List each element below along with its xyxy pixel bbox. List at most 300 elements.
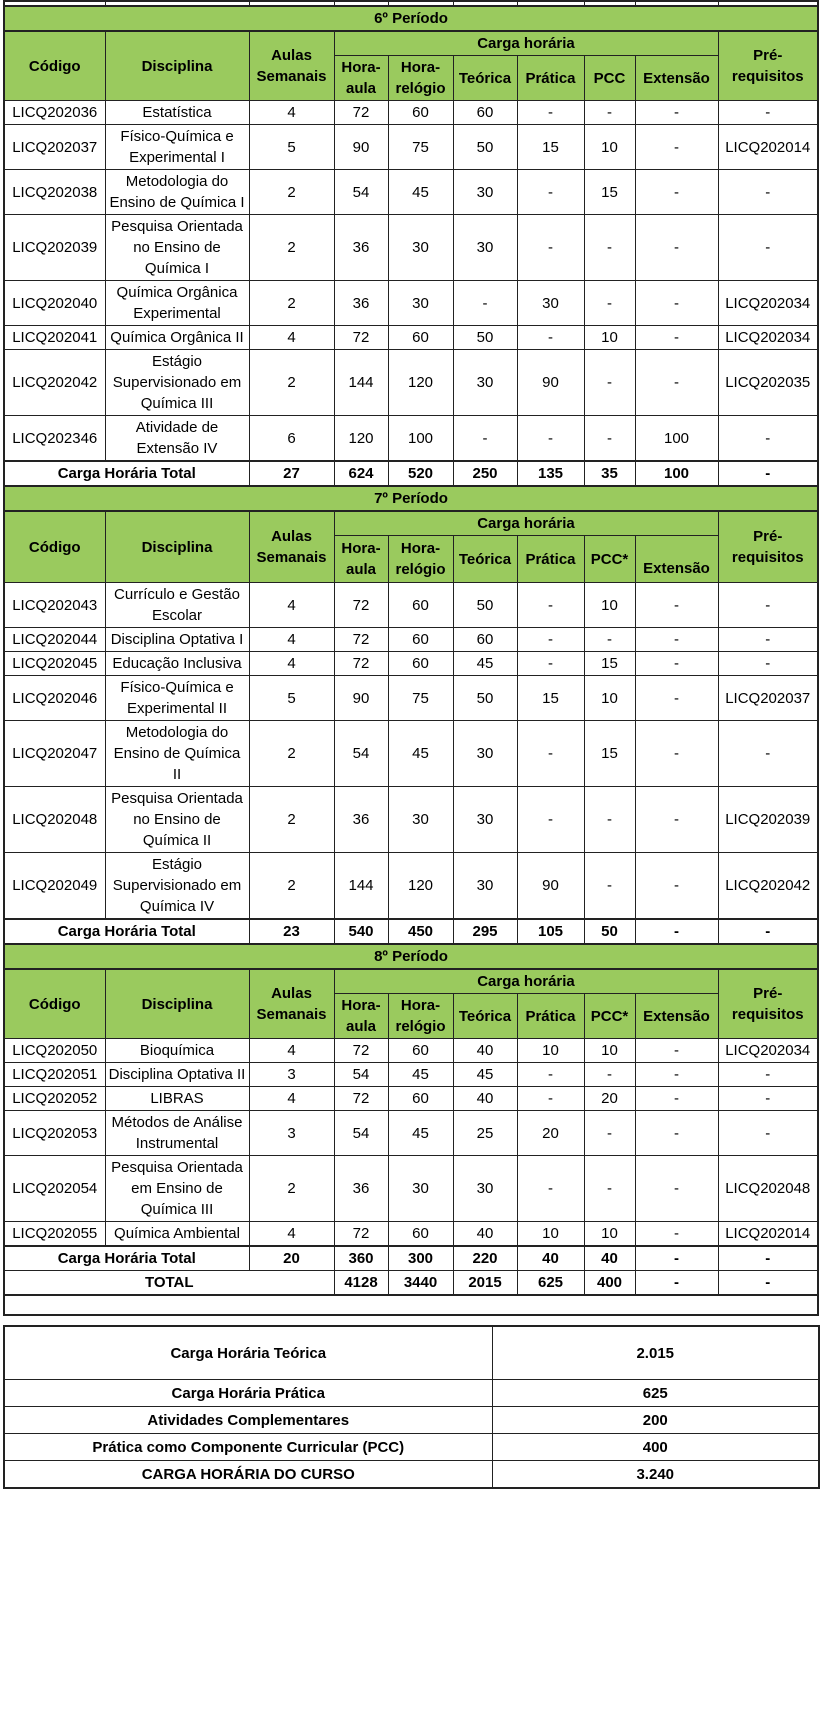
course-code: LICQ202040 [4,281,105,326]
course-hours-value: - [584,1063,635,1087]
course-hours-value: 36 [334,787,388,853]
col-header-aulas-semanais: Aulas Semanais [249,969,334,1039]
course-hours-value: 4 [249,583,334,628]
period-total-value: - [718,919,818,944]
course-hours-value: - [584,1156,635,1222]
course-hours-value: 30 [453,787,517,853]
course-hours-value: 72 [334,101,388,125]
course-hours-value: 75 [388,676,453,721]
course-hours-value: 4 [249,1087,334,1111]
course-hours-value: 3 [249,1111,334,1156]
grand-total-value: 3440 [388,1271,453,1296]
summary-value: 200 [492,1407,819,1434]
course-hours-value: - [517,1063,584,1087]
course-hours-value: - [635,1111,718,1156]
course-hours-value: 100 [635,416,718,462]
course-hours-value: - [517,215,584,281]
course-name: Metodologia do Ensino de Química II [105,721,249,787]
course-name: Bioquímica [105,1039,249,1063]
course-hours-value: 45 [388,721,453,787]
course-hours-value: 10 [517,1222,584,1247]
course-name: LIBRAS [105,1087,249,1111]
course-hours-value: - [584,1111,635,1156]
col-header-carga-horaria: Carga horária [334,511,718,536]
col-header-pre-requisitos: Pré-requisitos [718,969,818,1039]
grand-total-value: 400 [584,1271,635,1296]
col-subheader-1: Hora-relógio [388,994,453,1039]
course-hours-value: 72 [334,583,388,628]
course-prerequisite: - [718,628,818,652]
summary-row [4,1326,819,1380]
course-hours-value: - [584,628,635,652]
course-hours-value: 10 [584,326,635,350]
period-title: 6º Período [4,6,818,31]
course-name: Química Ambiental [105,1222,249,1247]
course-name: Estágio Supervisionado em Química III [105,350,249,416]
course-hours-value: 72 [334,1039,388,1063]
col-subheader-4: PCC [584,56,635,101]
course-hours-value: 50 [453,125,517,170]
course-code: LICQ202046 [4,676,105,721]
course-hours-value: 2 [249,853,334,920]
course-name: Pesquisa Orientada no Ensino de Química II [105,787,249,853]
course-name: Metodologia do Ensino de Química I [105,170,249,215]
course-hours-value: 30 [388,215,453,281]
col-subheader-3: Prática [517,56,584,101]
course-hours-value: - [453,281,517,326]
period-total-value: 220 [453,1246,517,1271]
course-prerequisite: LICQ202039 [718,787,818,853]
course-hours-value: 60 [453,101,517,125]
course-hours-value: 90 [334,125,388,170]
course-prerequisite: - [718,170,818,215]
course-hours-value: - [635,215,718,281]
course-prerequisite: LICQ202042 [718,853,818,920]
course-hours-value: 45 [453,1063,517,1087]
col-header-aulas-semanais: Aulas Semanais [249,511,334,583]
col-subheader-2: Teórica [453,56,517,101]
course-hours-value: 144 [334,350,388,416]
course-prerequisite: LICQ202014 [718,125,818,170]
course-prerequisite: - [718,215,818,281]
course-hours-value: 30 [453,350,517,416]
course-hours-value: - [635,170,718,215]
course-hours-value: 2 [249,281,334,326]
period-total-value: - [635,919,718,944]
course-name: Físico-Química e Experimental I [105,125,249,170]
course-hours-value: 5 [249,125,334,170]
course-hours-value: 30 [453,721,517,787]
course-hours-value: 10 [584,1222,635,1247]
course-code: LICQ202038 [4,170,105,215]
col-header-codigo: Código [4,511,105,583]
grand-total-value: - [635,1271,718,1296]
course-hours-value: 36 [334,215,388,281]
period-total-value: 23 [249,919,334,944]
col-subheader-0: Hora-aula [334,56,388,101]
col-subheader-2: Teórica [453,536,517,583]
course-code: LICQ202049 [4,853,105,920]
course-hours-value: 30 [453,215,517,281]
course-hours-value: 30 [388,1156,453,1222]
grand-total-value: - [718,1271,818,1296]
course-hours-value: 25 [453,1111,517,1156]
course-hours-value: 54 [334,1063,388,1087]
period-total-value: 450 [388,919,453,944]
course-hours-value: 2 [249,215,334,281]
col-subheader-4: PCC* [584,994,635,1039]
col-subheader-1: Hora-relógio [388,56,453,101]
course-hours-value: 4 [249,628,334,652]
course-hours-value: 15 [517,676,584,721]
period-total-value: 105 [517,919,584,944]
course-hours-value: 4 [249,1039,334,1063]
summary-value: 400 [492,1434,819,1461]
course-hours-value: 30 [388,281,453,326]
course-hours-value: - [635,676,718,721]
course-hours-value: 4 [249,1222,334,1247]
course-hours-value: 90 [517,853,584,920]
course-prerequisite: - [718,1063,818,1087]
course-hours-value: - [635,853,718,920]
summary-label: Carga Horária Teórica [4,1326,492,1380]
course-hours-value: - [635,1222,718,1247]
grand-total-value: 625 [517,1271,584,1296]
course-hours-value: - [635,350,718,416]
course-hours-value: - [584,101,635,125]
course-hours-value: - [453,416,517,462]
course-hours-value: - [584,787,635,853]
period-total-label: Carga Horária Total [4,1246,249,1271]
course-hours-value: 54 [334,721,388,787]
course-hours-value: - [517,416,584,462]
empty-spacer-row [4,1295,818,1315]
course-hours-value: 90 [334,676,388,721]
course-name: Estatística [105,101,249,125]
course-prerequisite: LICQ202048 [718,1156,818,1222]
period-total-value: 135 [517,461,584,486]
course-hours-value: - [584,281,635,326]
course-prerequisite: - [718,1111,818,1156]
col-header-carga-horaria: Carga horária [334,969,718,994]
course-hours-value: 30 [388,787,453,853]
period-total-value: 540 [334,919,388,944]
course-hours-value: 40 [453,1039,517,1063]
course-name: Currículo e Gestão Escolar [105,583,249,628]
course-hours-value: 10 [517,1039,584,1063]
course-name: Química Orgânica Experimental [105,281,249,326]
period-total-value: 100 [635,461,718,486]
course-hours-value: 30 [453,170,517,215]
course-hours-value: 3 [249,1063,334,1087]
course-hours-value: 50 [453,676,517,721]
course-hours-value: - [517,583,584,628]
course-hours-value: 5 [249,676,334,721]
course-hours-value: 75 [388,125,453,170]
course-hours-value: 10 [584,676,635,721]
course-hours-value: - [584,416,635,462]
course-hours-value: - [584,215,635,281]
period-title: 7º Período [4,486,818,511]
grand-total-value: 4128 [334,1271,388,1296]
course-hours-value: 72 [334,1222,388,1247]
grand-total-label: TOTAL [4,1271,334,1296]
course-code: LICQ202043 [4,583,105,628]
course-hours-value: - [517,101,584,125]
course-hours-value: 45 [388,1111,453,1156]
period-title: 8º Período [4,944,818,969]
period-total-value: 40 [517,1246,584,1271]
course-hours-value: 50 [453,326,517,350]
period-total-label: Carga Horária Total [4,919,249,944]
course-prerequisite: - [718,101,818,125]
course-hours-value: - [517,1156,584,1222]
course-hours-value: 60 [388,1039,453,1063]
course-prerequisite: LICQ202034 [718,1039,818,1063]
course-name: Disciplina Optativa I [105,628,249,652]
summary-label: Atividades Complementares [4,1407,492,1434]
period-total-value: 520 [388,461,453,486]
course-hours-value: 2 [249,721,334,787]
col-subheader-5: Extensão [635,56,718,101]
course-prerequisite: - [718,583,818,628]
course-hours-value: 60 [388,1222,453,1247]
period-total-value: 35 [584,461,635,486]
course-hours-value: 72 [334,628,388,652]
period-total-value: 27 [249,461,334,486]
course-name: Química Orgânica II [105,326,249,350]
col-header-disciplina: Disciplina [105,511,249,583]
summary-row [4,1461,819,1489]
col-subheader-2: Teórica [453,994,517,1039]
course-hours-value: 60 [388,101,453,125]
course-hours-value: 60 [388,628,453,652]
period-total-value: - [718,1246,818,1271]
course-prerequisite: - [718,1087,818,1111]
course-hours-value: - [635,101,718,125]
grand-total-value: 2015 [453,1271,517,1296]
course-hours-value: - [635,721,718,787]
period-total-value: 50 [584,919,635,944]
period-total-value: 20 [249,1246,334,1271]
period-total-value: - [635,1246,718,1271]
summary-label: Prática como Componente Curricular (PCC) [4,1434,492,1461]
course-hours-value: 10 [584,125,635,170]
course-hours-value: - [517,326,584,350]
course-hours-value: 20 [517,1111,584,1156]
course-hours-value: - [517,170,584,215]
course-hours-value: 6 [249,416,334,462]
course-hours-value: 30 [453,853,517,920]
period-total-value: 360 [334,1246,388,1271]
course-hours-value: 120 [334,416,388,462]
course-hours-value: 120 [388,350,453,416]
period-total-label: Carga Horária Total [4,461,249,486]
period-total-value: - [718,461,818,486]
course-hours-value: - [517,1087,584,1111]
course-hours-value: 60 [388,652,453,676]
course-hours-value: 15 [517,125,584,170]
course-hours-value: - [584,853,635,920]
course-hours-value: - [635,281,718,326]
course-code: LICQ202051 [4,1063,105,1087]
col-header-pre-requisitos: Pré-requisitos [718,31,818,101]
course-code: LICQ202041 [4,326,105,350]
course-hours-value: 72 [334,1087,388,1111]
course-prerequisite: LICQ202034 [718,281,818,326]
course-hours-value: 2 [249,787,334,853]
course-hours-value: - [635,583,718,628]
col-subheader-0: Hora-aula [334,536,388,583]
summary-label: Carga Horária Prática [4,1380,492,1407]
course-code: LICQ202039 [4,215,105,281]
course-code: LICQ202036 [4,101,105,125]
summary-row [4,1434,819,1461]
period-total-value: 40 [584,1246,635,1271]
summary-value: 2.015 [492,1326,819,1380]
course-hours-value: - [635,326,718,350]
course-hours-value: - [584,350,635,416]
col-header-aulas-semanais: Aulas Semanais [249,31,334,101]
period-total-value: 295 [453,919,517,944]
curriculum-table [3,0,819,1316]
course-name: Pesquisa Orientada em Ensino de Química III [105,1156,249,1222]
curriculum-table-body [4,1,818,1315]
course-code: LICQ202042 [4,350,105,416]
course-code: LICQ202054 [4,1156,105,1222]
course-prerequisite: LICQ202037 [718,676,818,721]
course-hours-value: - [635,1087,718,1111]
course-name: Pesquisa Orientada no Ensino de Química I [105,215,249,281]
course-hours-value: 36 [334,281,388,326]
col-subheader-4: PCC* [584,536,635,583]
course-hours-value: - [635,787,718,853]
col-subheader-5: Extensão [635,994,718,1039]
course-name: Métodos de Análise Instrumental [105,1111,249,1156]
course-hours-value: 60 [388,326,453,350]
summary-row [4,1380,819,1407]
course-hours-value: 30 [453,1156,517,1222]
period-total-value: 250 [453,461,517,486]
summary-value: 625 [492,1380,819,1407]
course-hours-value: - [517,628,584,652]
col-header-codigo: Código [4,31,105,101]
course-name: Educação Inclusiva [105,652,249,676]
col-header-carga-horaria: Carga horária [334,31,718,56]
course-prerequisite: - [718,416,818,462]
course-code: LICQ202044 [4,628,105,652]
course-hours-value: 2 [249,170,334,215]
col-subheader-3: Prática [517,994,584,1039]
summary-table-body [4,1326,819,1488]
course-hours-value: 30 [517,281,584,326]
course-hours-value: - [635,628,718,652]
period-total-value: 624 [334,461,388,486]
course-hours-value: - [635,1156,718,1222]
course-prerequisite: LICQ202035 [718,350,818,416]
course-hours-value: - [635,125,718,170]
course-hours-value: 54 [334,170,388,215]
course-hours-value: 50 [453,583,517,628]
course-hours-value: 10 [584,583,635,628]
course-prerequisite: LICQ202034 [718,326,818,350]
course-hours-value: - [517,652,584,676]
col-header-codigo: Código [4,969,105,1039]
course-code: LICQ202045 [4,652,105,676]
course-hours-value: - [517,787,584,853]
course-name: Atividade de Extensão IV [105,416,249,462]
course-hours-value: 2 [249,350,334,416]
course-hours-value: 45 [388,1063,453,1087]
course-code: LICQ202346 [4,416,105,462]
course-hours-value: 45 [388,170,453,215]
course-hours-value: 72 [334,326,388,350]
course-hours-value: 45 [453,652,517,676]
summary-value: 3.240 [492,1461,819,1489]
course-prerequisite: LICQ202014 [718,1222,818,1247]
col-header-pre-requisitos: Pré-requisitos [718,511,818,583]
course-hours-value: 60 [388,1087,453,1111]
col-header-disciplina: Disciplina [105,31,249,101]
course-code: LICQ202048 [4,787,105,853]
course-hours-value: - [635,652,718,676]
course-name: Estágio Supervisionado em Química IV [105,853,249,920]
course-code: LICQ202052 [4,1087,105,1111]
course-hours-value: 40 [453,1222,517,1247]
summary-table [3,1325,820,1489]
col-subheader-5: Extensão [635,536,718,583]
course-hours-value: 4 [249,326,334,350]
summary-label: CARGA HORÁRIA DO CURSO [4,1461,492,1489]
col-header-disciplina: Disciplina [105,969,249,1039]
course-hours-value: 36 [334,1156,388,1222]
course-name: Físico-Química e Experimental II [105,676,249,721]
course-code: LICQ202050 [4,1039,105,1063]
course-hours-value: 40 [453,1087,517,1111]
course-hours-value: - [517,721,584,787]
course-code: LICQ202037 [4,125,105,170]
col-subheader-1: Hora-relógio [388,536,453,583]
course-hours-value: 20 [584,1087,635,1111]
col-subheader-0: Hora-aula [334,994,388,1039]
course-code: LICQ202047 [4,721,105,787]
course-hours-value: 10 [584,1039,635,1063]
course-hours-value: 2 [249,1156,334,1222]
period-total-value: 300 [388,1246,453,1271]
course-hours-value: 54 [334,1111,388,1156]
course-hours-value: 100 [388,416,453,462]
course-hours-value: 144 [334,853,388,920]
course-hours-value: - [635,1039,718,1063]
course-hours-value: 120 [388,853,453,920]
course-hours-value: 60 [388,583,453,628]
course-prerequisite: - [718,652,818,676]
summary-row [4,1407,819,1434]
course-hours-value: 15 [584,721,635,787]
course-hours-value: 90 [517,350,584,416]
course-code: LICQ202055 [4,1222,105,1247]
course-hours-value: 60 [453,628,517,652]
course-code: LICQ202053 [4,1111,105,1156]
course-name: Disciplina Optativa II [105,1063,249,1087]
course-hours-value: - [635,1063,718,1087]
course-hours-value: 72 [334,652,388,676]
course-hours-value: 4 [249,652,334,676]
col-subheader-3: Prática [517,536,584,583]
course-hours-value: 15 [584,170,635,215]
course-prerequisite: - [718,721,818,787]
course-hours-value: 4 [249,101,334,125]
